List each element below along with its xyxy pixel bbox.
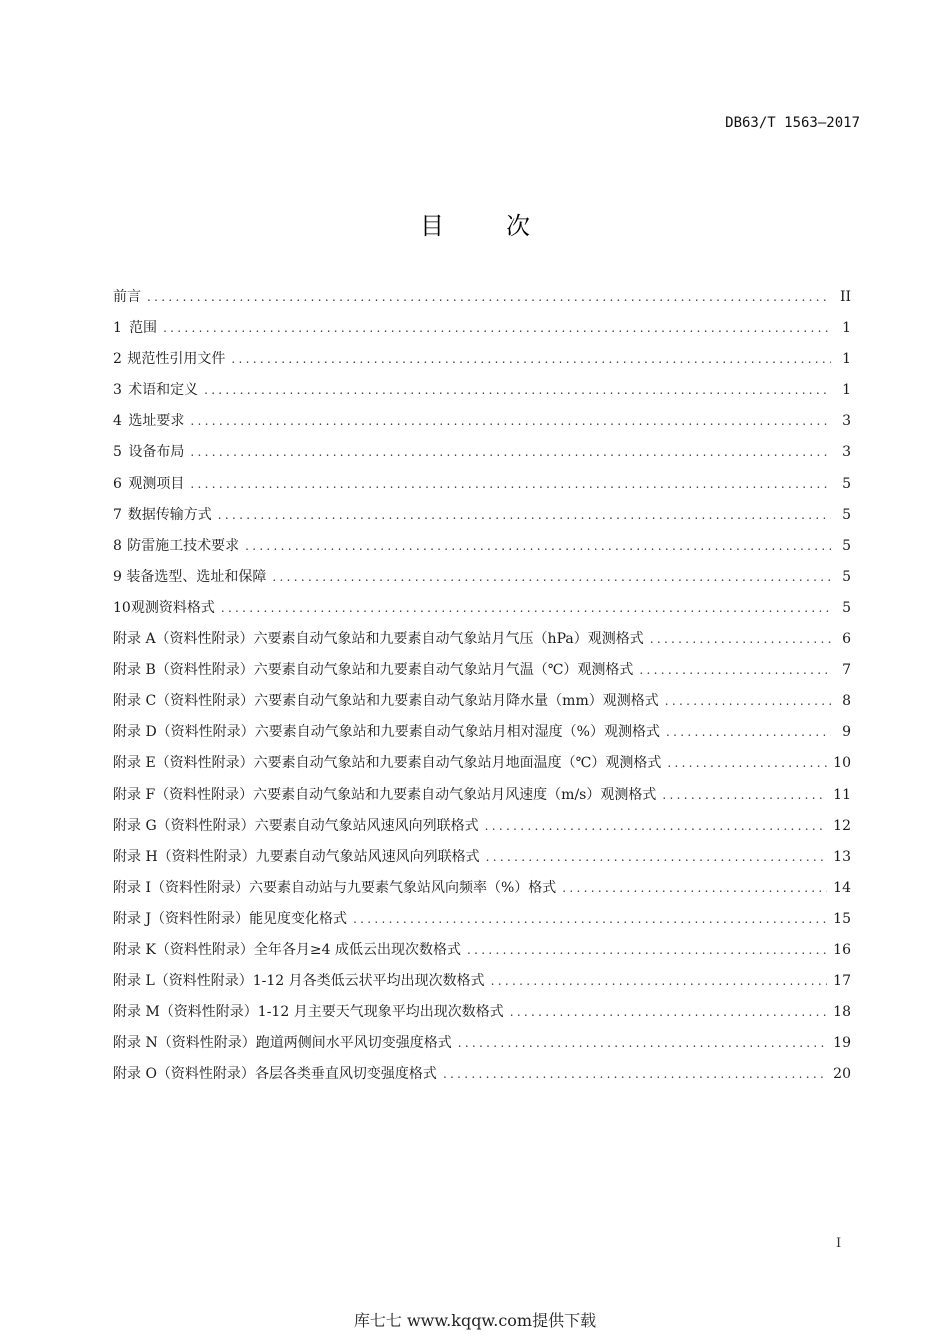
toc-leader-dots	[662, 788, 827, 802]
toc-leader-dots	[650, 632, 831, 646]
toc-page-number: 16	[833, 941, 851, 958]
toc-entry-title: 1-12 月各类低云状平均出现次数格式	[252, 973, 485, 990]
toc-appendix-label: 附录 L（资料性附录）	[113, 973, 253, 990]
toc-entry-title: 六要素自动气象站风速风向列联格式	[254, 817, 479, 834]
toc-page-number: 15	[833, 910, 851, 927]
toc-appendix-label: 附录 H（资料性附录）	[113, 848, 256, 865]
toc-leader-dots	[190, 414, 831, 428]
toc-entry-appendix[interactable]	[113, 1063, 851, 1094]
toc-leader-dots	[639, 663, 831, 677]
toc-page-number: 13	[833, 848, 851, 865]
toc-page-number: 19	[833, 1035, 851, 1052]
toc-entry-appendix[interactable]	[113, 846, 851, 877]
toc-appendix-label: 附录 E（资料性附录）	[113, 755, 254, 772]
toc-entry[interactable]	[113, 566, 851, 597]
title-char-1: 目	[420, 212, 444, 240]
toc-leader-dots	[467, 943, 827, 957]
toc-page-number: 12	[833, 817, 851, 834]
toc-page-number: 1	[842, 351, 851, 368]
toc-entry-appendix[interactable]	[113, 908, 851, 939]
toc-leader-dots	[667, 756, 827, 770]
toc-page-number: 14	[833, 879, 851, 896]
toc-entry-title: 六要素自动气象站和九要素自动气象站月气温（℃）观测格式	[253, 662, 634, 679]
toc-section-number: 7	[113, 506, 122, 523]
toc-section-number: 3	[113, 382, 122, 399]
toc-entry-appendix[interactable]	[113, 970, 851, 1001]
toc-page-number: 5	[842, 537, 851, 554]
toc-leader-dots	[666, 725, 831, 739]
toc-entry-appendix[interactable]	[113, 721, 851, 752]
toc-page-number: 9	[842, 724, 851, 741]
toc-appendix-label: 附录 B（资料性附录）	[113, 662, 254, 679]
toc-section-number: 6	[113, 475, 122, 492]
toc-page-number: 10	[833, 755, 851, 772]
toc-leader-dots	[353, 912, 827, 926]
toc-entry-appendix[interactable]	[113, 690, 851, 721]
toc-entry-appendix[interactable]	[113, 815, 851, 846]
toc-page-number: 20	[833, 1066, 851, 1083]
toc-entry[interactable]	[113, 441, 851, 472]
toc-entry-title: 六要素自动气象站和九要素自动气象站月地面温度（℃）观测格式	[253, 755, 662, 772]
toc-appendix-label: 附录 F（资料性附录）	[113, 786, 254, 803]
toc-appendix-label: 附录 N（资料性附录）	[113, 1035, 256, 1052]
toc-page-number: 11	[833, 786, 851, 803]
toc-entry[interactable]	[113, 379, 851, 410]
toc-leader-dots	[491, 974, 828, 988]
toc-entry[interactable]	[113, 348, 851, 379]
toc-page-number: II	[839, 289, 851, 305]
toc-entry-appendix[interactable]	[113, 877, 851, 908]
toc-section-number: 4	[113, 413, 122, 430]
toc-leader-dots	[486, 850, 828, 864]
toc-entry-title: 前言	[113, 289, 141, 305]
toc-page-number: 3	[842, 413, 851, 430]
toc-leader-dots	[221, 601, 831, 615]
toc-page-number: 3	[842, 444, 851, 461]
toc-leader-dots	[272, 570, 831, 584]
toc-page-number: 5	[842, 506, 851, 523]
toc-page-number: 5	[842, 475, 851, 492]
toc-entry-title: 六要素自动站与九要素气象站风向频率（%）格式	[248, 879, 557, 896]
toc-entry-appendix[interactable]	[113, 784, 851, 815]
toc-leader-dots	[485, 819, 828, 833]
toc-entry-title: 防雷施工技术要求	[127, 537, 240, 554]
toc-entry[interactable]	[113, 473, 851, 504]
toc-leader-dots	[218, 508, 831, 522]
page-title	[0, 206, 950, 241]
toc-entry-title: 观测项目	[128, 475, 185, 492]
document-code: DB63/T 1563—2017	[725, 115, 860, 131]
toc-section-number: 8	[113, 537, 122, 554]
toc-entry[interactable]	[113, 597, 851, 628]
toc-section-number: 2	[113, 351, 122, 368]
title-char-2: 次	[506, 212, 530, 240]
toc-entry-title: 术语和定义	[128, 382, 199, 399]
toc-section-number: 10	[113, 599, 131, 616]
toc-leader-dots	[190, 445, 831, 459]
toc-entry-appendix[interactable]	[113, 939, 851, 970]
toc-leader-dots	[245, 539, 831, 553]
toc-entry-title: 能见度变化格式	[249, 910, 348, 927]
footer-watermark: 库七七 www.kqqw.com提供下载	[353, 1311, 597, 1330]
page-number: I	[836, 1236, 842, 1251]
toc-entry-title: 观测资料格式	[130, 599, 215, 616]
toc-appendix-label: 附录 D（资料性附录）	[113, 724, 255, 741]
toc-entry-title: 全年各月≥4 成低云出现次数格式	[253, 941, 462, 958]
toc-entry[interactable]	[113, 504, 851, 535]
toc-page-number: 1	[842, 382, 851, 399]
toc-appendix-label: 附录 O（资料性附录）	[113, 1066, 255, 1083]
toc-entry[interactable]	[113, 535, 851, 566]
toc-section-number: 1	[113, 320, 122, 337]
toc-section-number: 9	[113, 568, 122, 585]
toc-appendix-label: 附录 K（资料性附录）	[113, 941, 254, 958]
toc-entry[interactable]	[113, 410, 851, 441]
toc-entry-title: 装备选型、选址和保障	[126, 568, 267, 585]
toc-leader-dots	[458, 1036, 827, 1050]
toc-leader-dots	[562, 881, 827, 895]
toc-entry-appendix[interactable]	[113, 628, 851, 659]
toc-page-number: 17	[833, 973, 851, 990]
toc-section-number: 5	[113, 444, 122, 461]
toc-appendix-label: 附录 I（资料性附录）	[113, 879, 249, 896]
toc-entry-title: 跑道两侧间水平风切变强度格式	[255, 1035, 452, 1052]
toc-entry-title: 六要素自动气象站和九要素自动气象站月相对湿度（%）观测格式	[254, 724, 660, 741]
toc-entry-title: 六要素自动气象站和九要素自动气象站月风速度（m/s）观测格式	[253, 786, 657, 803]
toc-appendix-label: 附录 C（资料性附录）	[113, 693, 255, 710]
toc-page-number: 18	[833, 1004, 851, 1021]
toc-leader-dots	[443, 1067, 827, 1081]
toc-leader-dots	[231, 352, 831, 366]
toc-entry-foreword[interactable]	[113, 286, 851, 317]
toc-entry[interactable]	[113, 317, 851, 348]
toc-appendix-label: 附录 A（资料性附录）	[113, 631, 254, 648]
toc-page-number: 5	[842, 599, 851, 616]
toc-entry-title: 六要素自动气象站和九要素自动气象站月气压（hPa）观测格式	[253, 631, 644, 648]
toc-leader-dots	[510, 1005, 827, 1019]
toc-entry-appendix[interactable]	[113, 1032, 851, 1063]
toc-entry-title: 六要素自动气象站和九要素自动气象站月降水量（mm）观测格式	[254, 693, 659, 710]
toc-leader-dots	[163, 321, 831, 335]
toc-leader-dots	[147, 290, 831, 304]
toc-appendix-label: 附录 J（资料性附录）	[113, 910, 250, 927]
toc-page-number: 7	[842, 662, 851, 679]
toc-entry-appendix[interactable]	[113, 659, 851, 690]
toc-entry-title: 范围	[129, 320, 158, 337]
toc-page-number: 5	[842, 568, 851, 585]
toc-appendix-label: 附录 M（资料性附录）	[113, 1004, 258, 1021]
toc-entry-title: 数据传输方式	[127, 506, 212, 523]
toc-entry-title: 设备布局	[128, 444, 185, 461]
toc-leader-dots	[190, 477, 831, 491]
toc-entry-title: 规范性引用文件	[127, 351, 226, 368]
toc-entry-title: 各层各类垂直风切变强度格式	[254, 1066, 437, 1083]
toc-entry-title: 九要素自动气象站风速风向列联格式	[255, 848, 480, 865]
toc-appendix-label: 附录 G（资料性附录）	[113, 817, 255, 834]
toc-leader-dots	[204, 383, 831, 397]
toc-entry-appendix[interactable]	[113, 1001, 851, 1032]
toc-entry-appendix[interactable]	[113, 752, 851, 783]
toc-page-number: 1	[842, 320, 851, 337]
toc-entry-title: 选址要求	[128, 413, 185, 430]
toc-leader-dots	[665, 694, 831, 708]
toc-entry-title: 1-12 月主要天气现象平均出现次数格式	[257, 1004, 504, 1021]
toc-page-number: 8	[842, 693, 851, 710]
toc-page-number: 6	[842, 631, 851, 648]
table-of-contents	[113, 286, 851, 1094]
